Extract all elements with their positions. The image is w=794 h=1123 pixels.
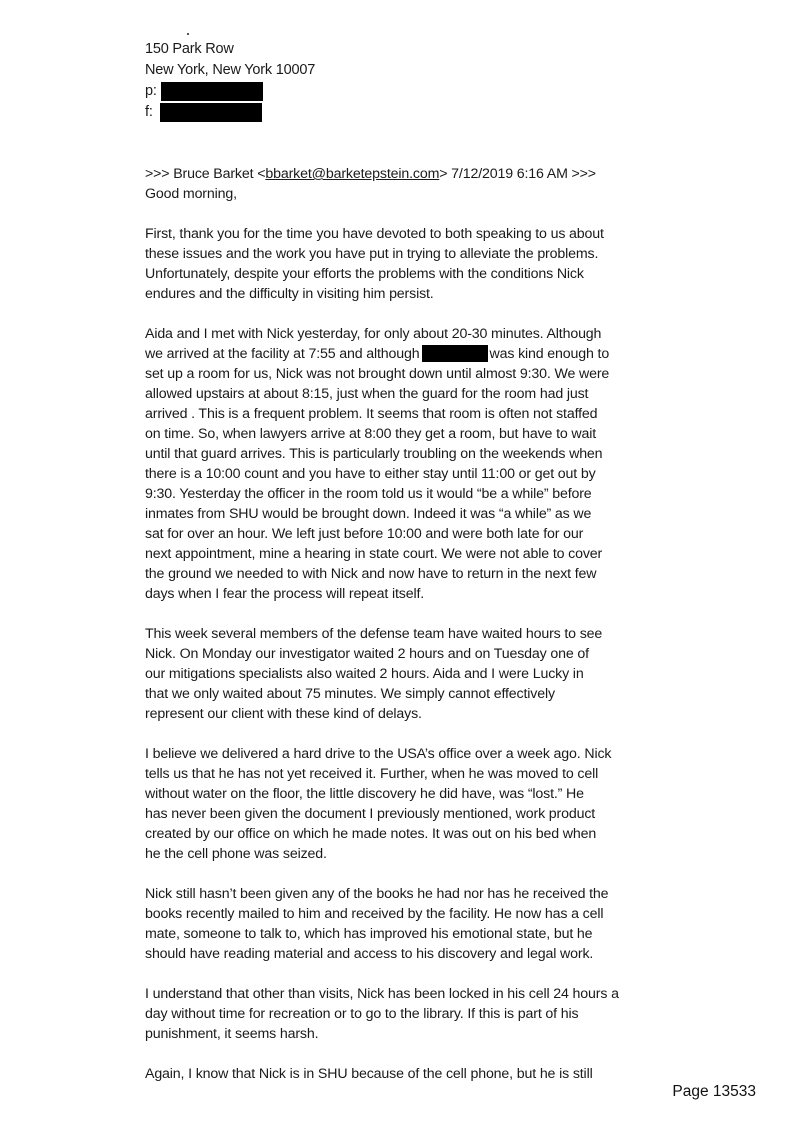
phone-redaction — [161, 82, 263, 101]
paragraph-line: days when I fear the process will repeat itself. — [145, 586, 425, 602]
email-header-suffix: > 7/12/2019 6:16 AM >>> — [439, 166, 596, 182]
paragraph-3 — [145, 624, 665, 724]
fax-redaction — [160, 103, 262, 122]
paragraph-line-fragment: was kind enough to — [489, 346, 610, 362]
paragraph-line: punishment, it seems harsh. — [145, 1026, 319, 1042]
paragraph-4 — [145, 744, 665, 864]
paragraph-line: has never been given the document I previously mentioned, work product — [145, 806, 596, 822]
paragraph-line: 9:30. Yesterday the officer in the room told us it would “be a while” before — [145, 486, 592, 502]
paragraph-6 — [145, 984, 665, 1044]
paragraph-line: without water on the floor, the little discovery he did have, was “lost.” He — [145, 786, 584, 802]
paragraph-line: he the cell phone was seized. — [145, 846, 327, 862]
paragraph-line: the ground we needed to with Nick and now have to return in the next few — [145, 566, 597, 582]
paragraph-line: there is a 10:00 count and you have to either stay until 11:00 or get out by — [145, 466, 596, 482]
address-city: New York, New York 10007 — [145, 62, 316, 78]
paragraph-line: Aida and I met with Nick yesterday, for only about 20-30 minutes. Although — [145, 326, 602, 342]
email-greeting: Good morning, — [145, 186, 237, 202]
email-header-prefix: >>> Bruce Barket < — [145, 166, 266, 182]
paragraph-line: This week several members of the defense team have waited hours to see — [145, 626, 603, 642]
paragraph-line: First, thank you for the time you have devoted to both speaking to us about — [145, 226, 604, 242]
paragraph-line: these issues and the work you have put in trying to alleviate the problems. — [145, 246, 599, 262]
paragraph-line: should have reading material and access to his discovery and legal work. — [145, 946, 594, 962]
paragraph-line: endures and the difficulty in visiting him persist. — [145, 286, 434, 302]
fax-label: f: — [145, 104, 153, 120]
paragraph-line: created by our office on which he made notes. It was out on his bed when — [145, 826, 597, 842]
paragraph-line: inmates from SHU would be brought down. Indeed it was “a while” as we — [145, 506, 592, 522]
paragraph-line-fragment: we arrived at the facility at 7:55 and although — [145, 346, 420, 362]
paragraph-7 — [145, 1064, 665, 1084]
paragraph-line: represent our client with these kind of delays. — [145, 706, 422, 722]
name-redaction — [422, 345, 488, 362]
paragraph-5 — [145, 884, 665, 964]
paragraph-line: books recently mailed to him and received by the facility. He now has a cell — [145, 906, 604, 922]
email-header-line — [145, 164, 665, 184]
paragraph-line: that we only waited about 75 minutes. We simply cannot effectively — [145, 686, 555, 702]
address-block — [145, 39, 315, 123]
paragraph-line: I believe we delivered a hard drive to the USA’s office over a week ago. Nick — [145, 746, 612, 762]
paragraph-line: our mitigations specialists also waited 2 hours. Aida and I were Lucky in — [145, 666, 584, 682]
paragraph-line: mate, someone to talk to, which has improved his emotional state, but he — [145, 926, 593, 942]
paragraph-line: allowed upstairs at about 8:15, just when the guard for the room had just — [145, 386, 589, 402]
address-fax-line — [145, 102, 315, 123]
paragraph-line: Nick. On Monday our investigator waited 2 hours and on Tuesday one of — [145, 646, 589, 662]
paragraph-line: Unfortunately, despite your efforts the problems with the conditions Nick — [145, 266, 584, 282]
paragraph-line: Nick still hasn’t been given any of the books he had nor has he received the — [145, 886, 609, 902]
paragraph-line: Again, I know that Nick is in SHU because of the cell phone, but he is still — [145, 1066, 593, 1082]
paragraph-line: I understand that other than visits, Nick has been locked in his cell 24 hours a — [145, 986, 619, 1002]
paragraph-1 — [145, 224, 665, 304]
scan-speck — [187, 33, 189, 35]
paragraph-line: sat for over an hour. We left just before 10:00 and were both late for our — [145, 526, 584, 542]
address-phone-line — [145, 81, 315, 102]
paragraph-line: on time. So, when lawyers arrive at 8:00 they get a room, but have to wait — [145, 426, 597, 442]
email-body — [145, 164, 665, 1084]
page-number: Page 13533 — [672, 1083, 756, 1100]
paragraph-2 — [145, 324, 665, 604]
phone-label: p: — [145, 83, 157, 99]
paragraph-line: tells us that he has not yet received it. Further, when he was moved to cell — [145, 766, 599, 782]
paragraph-line: arrived . This is a frequent problem. It seems that room is often not staffed — [145, 406, 598, 422]
paragraph-line: day without time for recreation or to go to the library. If this is part of his — [145, 1006, 579, 1022]
paragraph-line — [145, 344, 665, 364]
paragraph-line: until that guard arrives. This is particularly troubling on the weekends when — [145, 446, 603, 462]
address-street: 150 Park Row — [145, 41, 234, 57]
paragraph-line: next appointment, mine a hearing in state court. We were not able to cover — [145, 546, 603, 562]
paragraph-line: set up a room for us, Nick was not brought down until almost 9:30. We were — [145, 366, 610, 382]
sender-email-link[interactable]: bbarket@barketepstein.com — [265, 166, 440, 182]
